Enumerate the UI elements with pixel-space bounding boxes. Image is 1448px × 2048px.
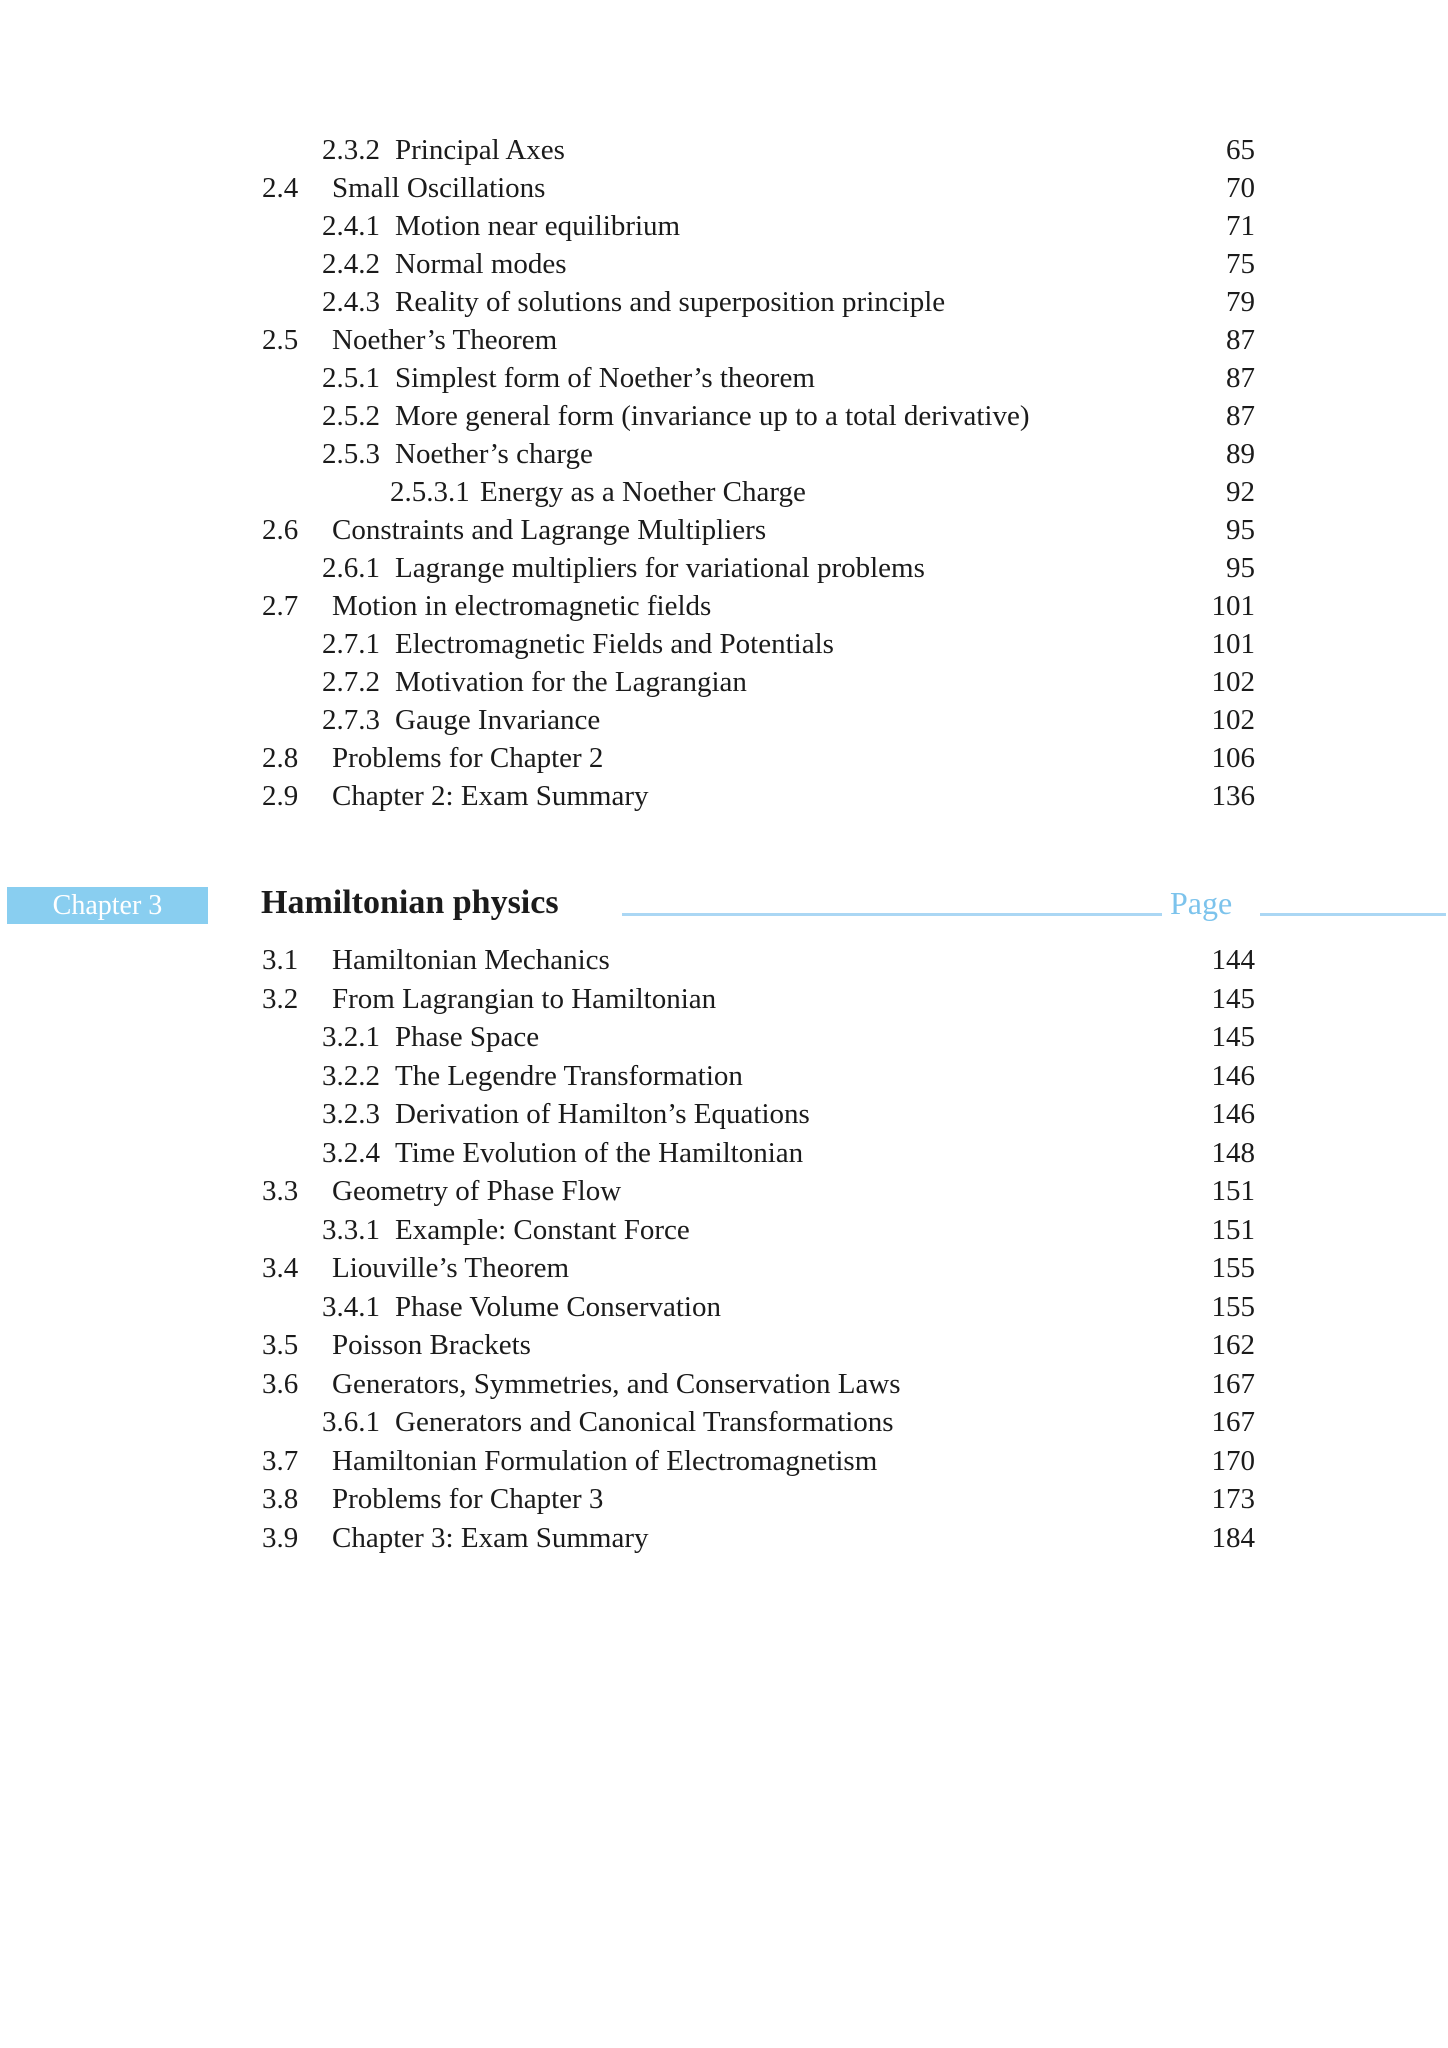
- toc-entry-row[interactable]: [0, 739, 1255, 777]
- toc-entry-number: 2.6.1: [322, 552, 380, 584]
- toc-entry-row[interactable]: [0, 1519, 1255, 1558]
- toc-entry-page: 65: [1226, 134, 1255, 166]
- toc-entry-number: 2.8: [262, 742, 299, 774]
- toc-entry-row[interactable]: [0, 1365, 1255, 1404]
- toc-entry-page: 148: [1211, 1136, 1255, 1169]
- toc-entry-title: Phase Volume Conservation: [395, 1290, 721, 1323]
- toc-entry-row[interactable]: [0, 980, 1255, 1019]
- header-rule-right: [1260, 913, 1446, 916]
- toc-entry-number: 3.4.1: [322, 1290, 380, 1323]
- toc-entry-row[interactable]: [0, 1326, 1255, 1365]
- chapter-badge: [7, 887, 208, 924]
- toc-entry-title: Hamiltonian Mechanics: [332, 944, 610, 976]
- toc-entry-number: 2.5.3.1: [390, 476, 470, 508]
- toc-entry-page: 155: [1211, 1290, 1255, 1323]
- toc-entry-number: 3.2.4: [322, 1136, 380, 1169]
- toc-entry-title: Derivation of Hamilton’s Equations: [395, 1098, 810, 1130]
- toc-entry-row[interactable]: [0, 1095, 1255, 1134]
- toc-entry-row[interactable]: [0, 1480, 1255, 1519]
- page-column-label: Page: [1170, 885, 1233, 921]
- toc-entry-row[interactable]: [0, 701, 1255, 739]
- toc-entry-row[interactable]: [0, 1288, 1255, 1327]
- toc-entry-row[interactable]: [0, 1211, 1255, 1250]
- toc-entry-page: 136: [1211, 780, 1255, 812]
- toc-entry-page: 95: [1226, 514, 1255, 546]
- toc-entry-number: 2.7.2: [322, 666, 380, 698]
- toc-entry-title: Chapter 2: Exam Summary: [332, 780, 649, 812]
- toc-entry-number: 3.2.2: [322, 1059, 380, 1092]
- toc-entry-number: 2.7.3: [322, 704, 380, 736]
- toc-entry-title: Gauge Invariance: [395, 704, 601, 736]
- toc-entry-row[interactable]: [0, 435, 1255, 473]
- toc-entry-page: 184: [1211, 1521, 1255, 1554]
- toc-entry-page: 87: [1226, 362, 1255, 394]
- toc-entry-row[interactable]: [0, 473, 1255, 511]
- toc-entry-page: 101: [1211, 628, 1255, 660]
- toc-entry-number: 2.5: [262, 324, 299, 356]
- chapter-badge-label: Chapter 3: [52, 889, 163, 921]
- toc-entry-row[interactable]: [0, 1134, 1255, 1173]
- toc-entry-page: 92: [1226, 476, 1255, 508]
- toc-entry-title: Electromagnetic Fields and Potentials: [395, 628, 834, 660]
- toc-entry-number: 3.2.3: [322, 1098, 380, 1130]
- toc-entry-row[interactable]: [0, 1057, 1255, 1096]
- toc-entry-row[interactable]: [0, 1403, 1255, 1442]
- toc-entry-row[interactable]: [0, 245, 1255, 283]
- toc-entry-number: 2.4.2: [322, 248, 380, 280]
- toc-entry-page: 101: [1211, 590, 1255, 622]
- toc-entry-page: 145: [1211, 1021, 1255, 1053]
- toc-entry-row[interactable]: [0, 1172, 1255, 1211]
- toc-entry-title: Generators and Canonical Transformations: [395, 1406, 894, 1438]
- toc-entry-row[interactable]: [0, 283, 1255, 321]
- toc-entry-page: 167: [1211, 1367, 1255, 1400]
- toc-entry-row[interactable]: [0, 663, 1255, 701]
- toc-entry-title: More general form (invariance up to a total derivative): [395, 400, 1030, 432]
- toc-entry-number: 2.5.2: [322, 400, 380, 432]
- toc-entry-number: 2.5.1: [322, 362, 380, 394]
- toc-entry-number: 2.7.1: [322, 628, 380, 660]
- toc-entry-number: 2.4: [262, 172, 299, 204]
- toc-entry-number: 3.7: [262, 1444, 299, 1477]
- toc-entry-page: 145: [1211, 982, 1255, 1015]
- toc-entry-title: Normal modes: [395, 248, 567, 280]
- toc-entry-number: 3.9: [262, 1521, 299, 1554]
- toc-entry-row[interactable]: [0, 1018, 1255, 1057]
- toc-entry-page: 102: [1211, 666, 1255, 698]
- toc-entry-row[interactable]: [0, 941, 1255, 980]
- toc-entry-page: 151: [1211, 1213, 1255, 1246]
- toc-entry-title: Geometry of Phase Flow: [332, 1175, 622, 1207]
- toc-section-chapter3: [0, 941, 1255, 1557]
- toc-entry-title: From Lagrangian to Hamiltonian: [332, 982, 717, 1015]
- toc-entry-title: Simplest form of Noether’s theorem: [395, 362, 815, 394]
- toc-entry-title: Small Oscillations: [332, 172, 546, 204]
- toc-entry-number: 3.6.1: [322, 1406, 380, 1438]
- toc-entry-page: 144: [1211, 944, 1255, 976]
- toc-entry-number: 2.3.2: [322, 134, 380, 166]
- toc-entry-number: 2.7: [262, 590, 299, 622]
- toc-entry-page: 71: [1226, 210, 1255, 242]
- toc-entry-row[interactable]: [0, 207, 1255, 245]
- toc-entry-page: 170: [1211, 1444, 1255, 1477]
- toc-entry-title: Principal Axes: [395, 134, 565, 166]
- toc-entry-number: 2.4.1: [322, 210, 380, 242]
- toc-entry-number: 3.6: [262, 1367, 299, 1400]
- toc-entry-title: Poisson Brackets: [332, 1329, 531, 1361]
- toc-entry-row[interactable]: [0, 359, 1255, 397]
- toc-entry-page: 162: [1211, 1329, 1255, 1361]
- toc-entry-number: 3.5: [262, 1329, 299, 1361]
- toc-entry-number: 2.6: [262, 514, 299, 546]
- toc-entry-title: Problems for Chapter 3: [332, 1483, 604, 1515]
- toc-entry-row[interactable]: [0, 625, 1255, 663]
- header-rule-left: [622, 913, 1162, 916]
- toc-entry-number: 3.8: [262, 1483, 299, 1515]
- toc-entry-title: Energy as a Noether Charge: [480, 476, 806, 508]
- toc-entry-title: Chapter 3: Exam Summary: [332, 1521, 649, 1554]
- toc-entry-title: Lagrange multipliers for variational problems: [395, 552, 925, 584]
- toc-entry-row[interactable]: [0, 321, 1255, 359]
- toc-entry-title: Liouville’s Theorem: [332, 1252, 570, 1284]
- toc-entry-page: 173: [1211, 1483, 1255, 1515]
- toc-entry-page: 151: [1211, 1175, 1255, 1207]
- toc-entry-row[interactable]: [0, 777, 1255, 815]
- toc-entry-title: Noether’s Theorem: [332, 324, 558, 356]
- toc-entry-row[interactable]: [0, 587, 1255, 625]
- toc-entry-page: 167: [1211, 1406, 1255, 1438]
- toc-entry-row[interactable]: [0, 131, 1255, 169]
- toc-entry-title: Reality of solutions and superposition principle: [395, 286, 946, 318]
- toc-entry-title: Phase Space: [395, 1021, 540, 1053]
- toc-entry-page: 79: [1226, 286, 1255, 318]
- toc-entry-title: Problems for Chapter 2: [332, 742, 604, 774]
- toc-entry-page: 102: [1211, 704, 1255, 736]
- toc-entry-number: 2.4.3: [322, 286, 380, 318]
- toc-entry-number: 3.3: [262, 1175, 299, 1207]
- toc-entry-title: Constraints and Lagrange Multipliers: [332, 514, 767, 546]
- toc-entry-row[interactable]: [0, 511, 1255, 549]
- toc-entry-page: 146: [1211, 1059, 1255, 1092]
- toc-entry-title: Motion in electromagnetic fields: [332, 590, 712, 622]
- toc-section-chapter2-continued: [0, 131, 1255, 815]
- toc-entry-number: 3.3.1: [322, 1213, 380, 1246]
- toc-entry-title: Motion near equilibrium: [395, 210, 681, 242]
- toc-entry-number: 3.2: [262, 982, 299, 1015]
- chapter-title: Hamiltonian physics: [261, 884, 559, 921]
- toc-entry-title: Hamiltonian Formulation of Electromagnetism: [332, 1444, 878, 1477]
- toc-entry-number: 2.9: [262, 780, 299, 812]
- toc-entry-number: 3.2.1: [322, 1021, 380, 1053]
- toc-entry-page: 75: [1226, 248, 1255, 280]
- toc-entry-page: 146: [1211, 1098, 1255, 1130]
- toc-entry-row[interactable]: [0, 1442, 1255, 1481]
- toc-entry-title: Motivation for the Lagrangian: [395, 666, 747, 698]
- toc-entry-page: 106: [1211, 742, 1255, 774]
- toc-entry-page: 87: [1226, 324, 1255, 356]
- toc-entry-page: 95: [1226, 552, 1255, 584]
- toc-entry-number: 3.4: [262, 1252, 299, 1284]
- toc-entry-title: The Legendre Transformation: [395, 1059, 743, 1092]
- toc-entry-title: Generators, Symmetries, and Conservation Laws: [332, 1367, 901, 1400]
- toc-entry-row[interactable]: [0, 1249, 1255, 1288]
- toc-entry-page: 87: [1226, 400, 1255, 432]
- toc-entry-title: Time Evolution of the Hamiltonian: [395, 1136, 804, 1169]
- toc-entry-page: 70: [1226, 172, 1255, 204]
- toc-entry-number: 3.1: [262, 944, 299, 976]
- toc-entry-title: Example: Constant Force: [395, 1213, 690, 1246]
- toc-entry-page: 89: [1226, 438, 1255, 470]
- toc-entry-title: Noether’s charge: [395, 438, 593, 470]
- toc-entry-page: 155: [1211, 1252, 1255, 1284]
- toc-entry-row[interactable]: [0, 169, 1255, 207]
- toc-entry-row[interactable]: [0, 397, 1255, 435]
- toc-entry-row[interactable]: [0, 549, 1255, 587]
- toc-entry-number: 2.5.3: [322, 438, 380, 470]
